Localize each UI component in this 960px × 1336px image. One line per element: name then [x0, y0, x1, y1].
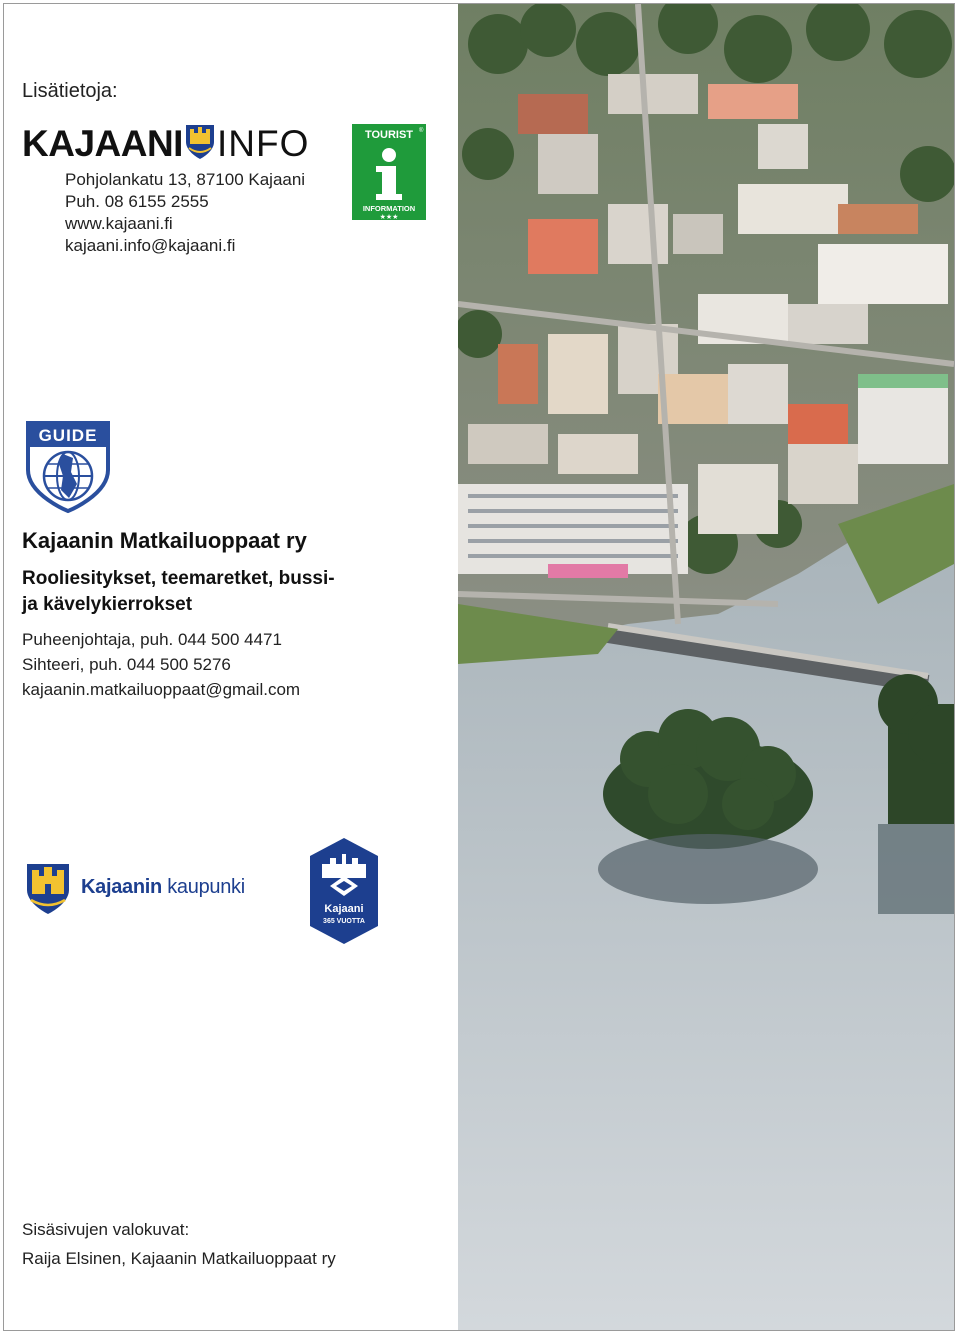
- tourist-information-badge: [352, 124, 426, 220]
- tourist-text: TOURIST: [364, 129, 414, 141]
- city-name-bold: Kajaanin: [81, 876, 162, 898]
- anniversary-name: Kajaani: [324, 903, 364, 915]
- services-line-1: Rooliesitykset, teemaretket, bussi-: [22, 568, 335, 589]
- svg-text:®: ®: [419, 128, 424, 134]
- website-link[interactable]: www.kajaani.fi: [65, 214, 173, 233]
- chair-phone: Puheenjohtaja, puh. 044 500 4471: [22, 630, 282, 649]
- kajaani-info-logo: [22, 123, 309, 169]
- address-text: Pohjolankatu 13, 87100 Kajaani: [65, 170, 306, 189]
- anniversary-tagline: 365 VUOTTA: [323, 918, 365, 925]
- photo-credit-label: Sisäsivujen valokuvat:: [22, 1220, 190, 1239]
- guide-badge: [25, 420, 111, 514]
- stars-text: ★★★: [379, 213, 399, 220]
- aerial-photo: [458, 4, 954, 1330]
- more-info-heading: Lisätietoja:: [22, 80, 118, 102]
- photo-credit-names: Raija Elsinen, Kajaanin Matkailuoppaat ry: [22, 1249, 336, 1268]
- city-coat-of-arms-icon: [25, 862, 71, 916]
- email-link[interactable]: kajaani.info@kajaani.fi: [65, 236, 236, 255]
- logo-text-info: INFO: [216, 123, 310, 164]
- coat-of-arms-icon: [185, 124, 215, 169]
- secretary-phone: Sihteeri, puh. 044 500 5276: [22, 655, 231, 674]
- city-name-regular: kaupunki: [167, 876, 245, 898]
- guide-text: GUIDE: [38, 426, 98, 445]
- logo-text-kajaani: KAJAANI: [22, 123, 183, 164]
- phone-text: Puh. 08 6155 2555: [65, 192, 209, 211]
- info-panel: [0, 0, 458, 1336]
- city-logo: [25, 862, 285, 918]
- anniversary-logo: [308, 836, 380, 946]
- services-line-2: ja kävelykierrokset: [22, 594, 193, 615]
- information-text: INFORMATION: [362, 204, 416, 213]
- organization-email-link[interactable]: kajaanin.matkailuoppaat@gmail.com: [22, 680, 301, 699]
- organization-title: Kajaanin Matkailuoppaat ry: [22, 528, 307, 553]
